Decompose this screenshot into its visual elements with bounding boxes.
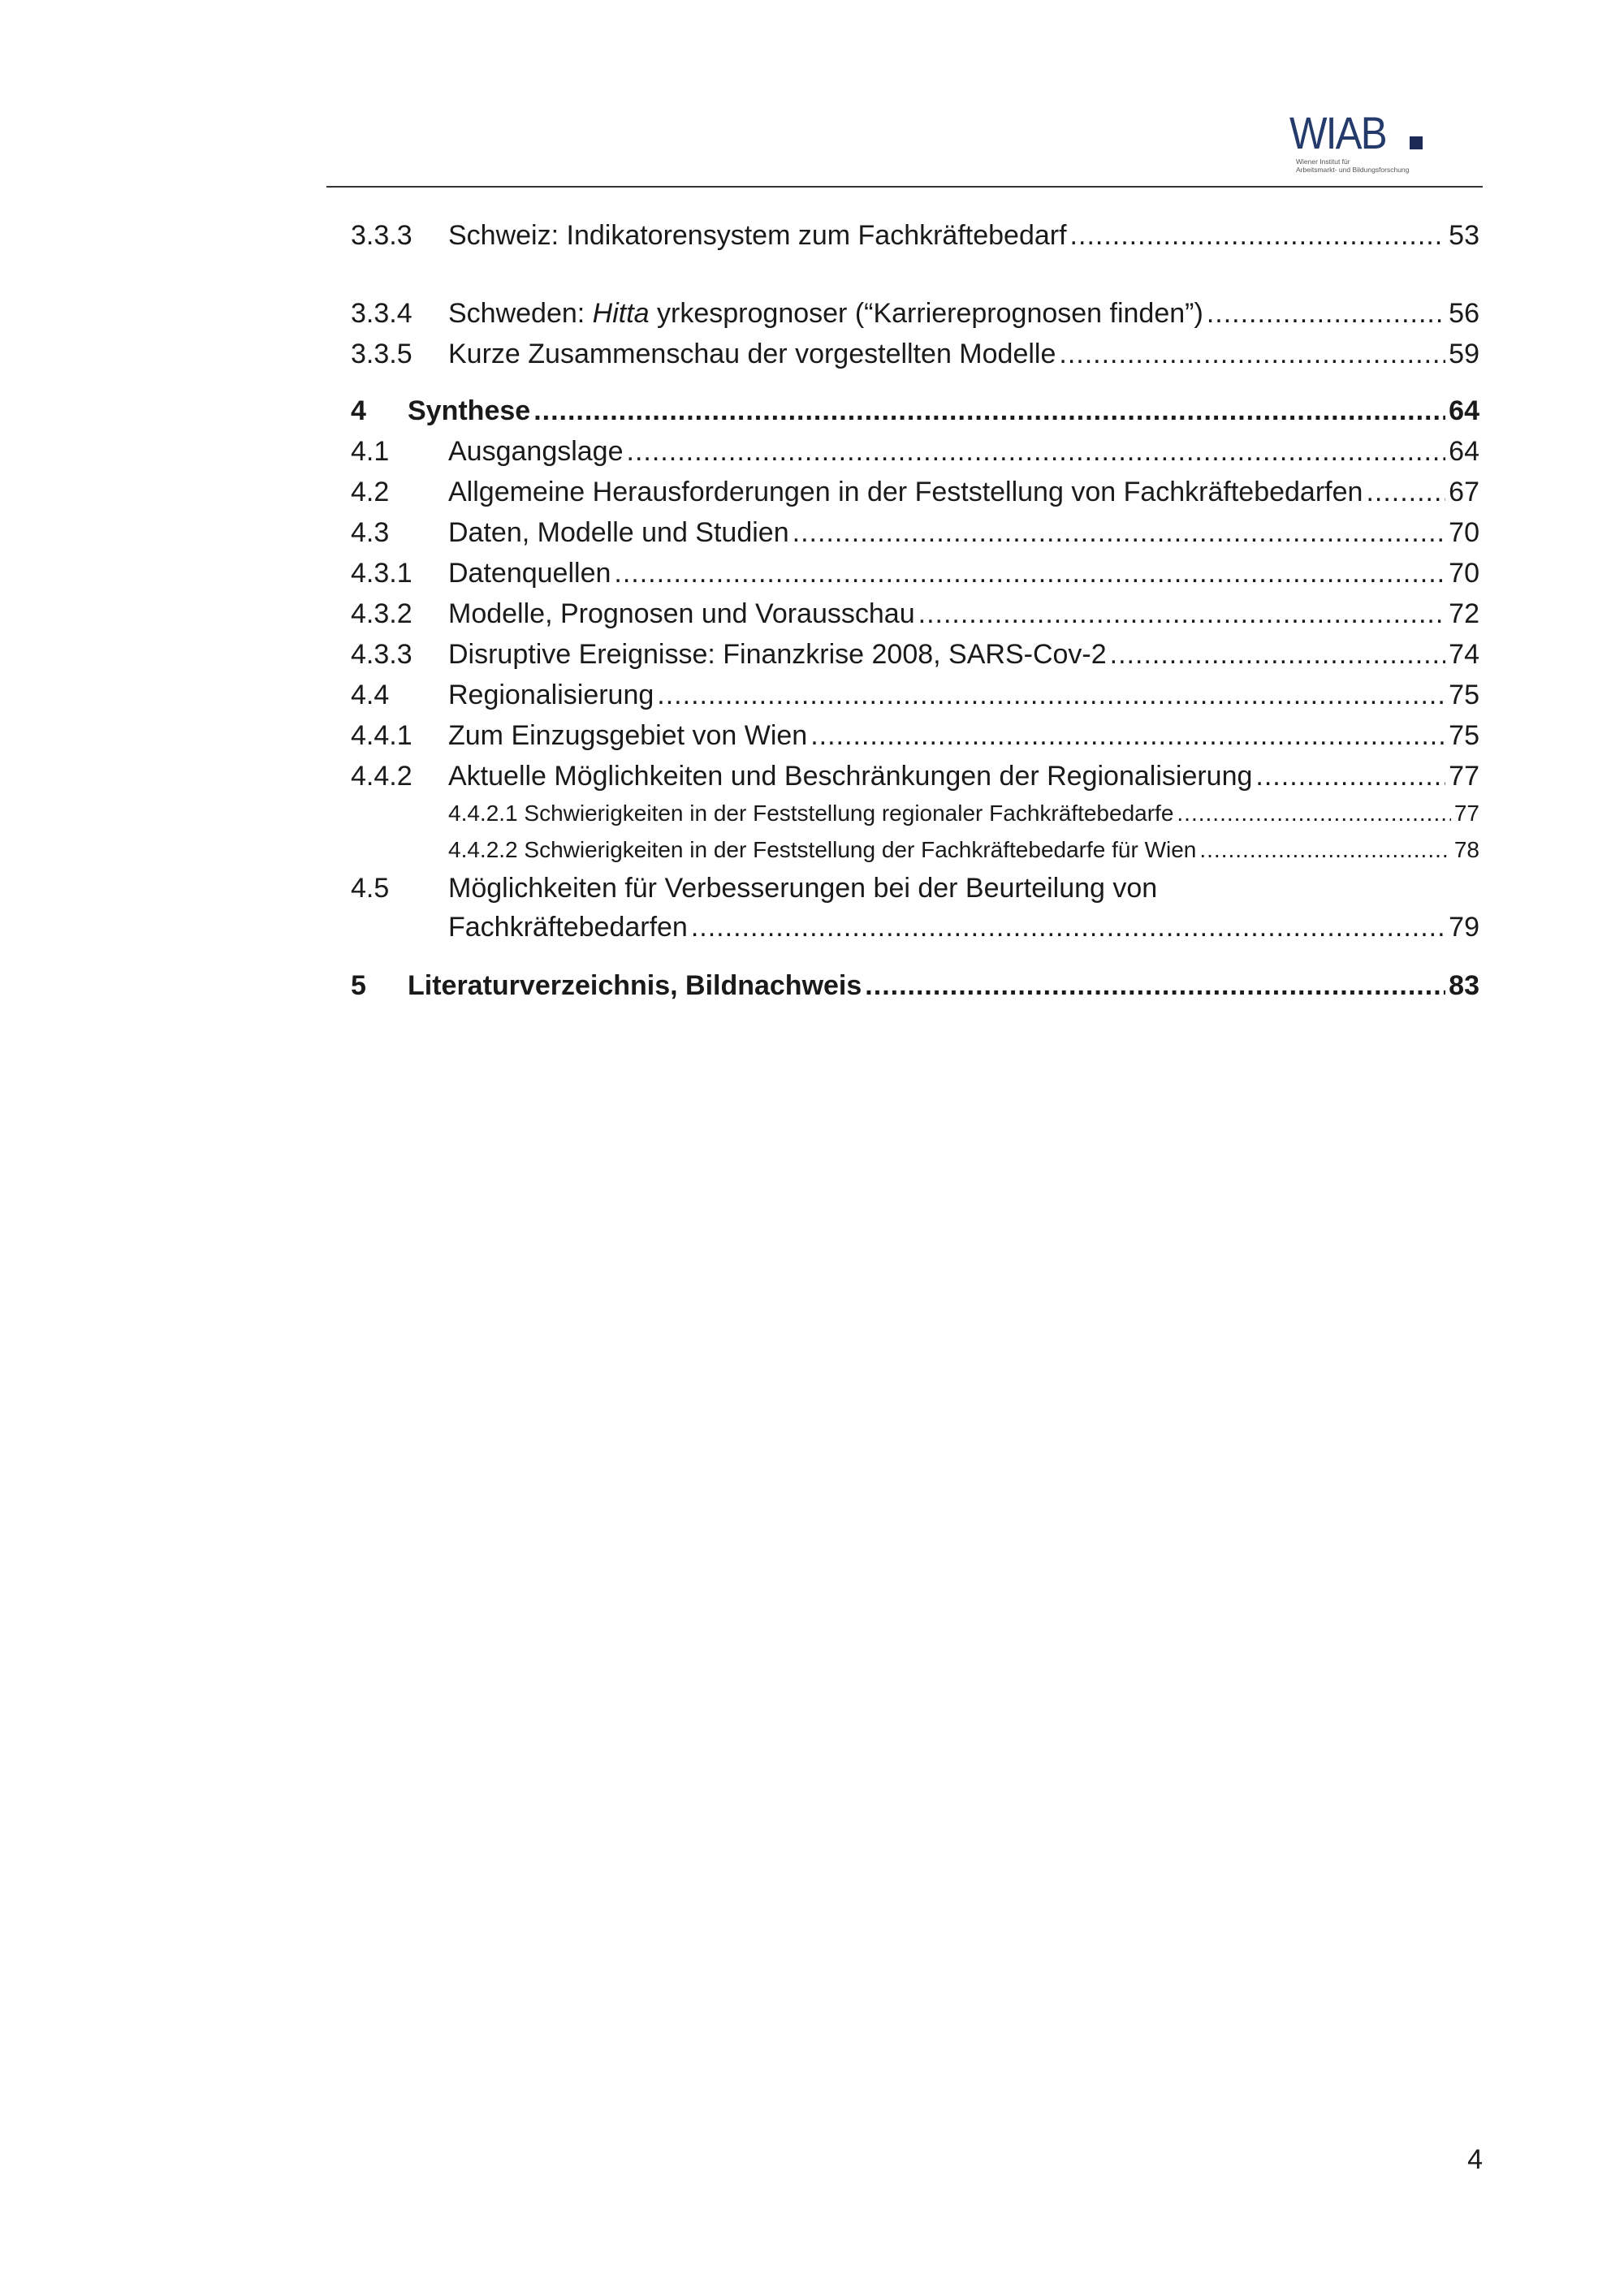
logo-subtitle: Wiener Institut für Arbeitsmarkt- und Bildungsforschung bbox=[1296, 158, 1410, 174]
toc-leader bbox=[918, 594, 1446, 633]
toc-page: 64 bbox=[1449, 395, 1479, 426]
toc-page: 83 bbox=[1449, 970, 1479, 1001]
toc-number: 3.3.3 bbox=[351, 220, 412, 251]
toc-title: 4.4.2.1 Schwierigkeiten in der Feststellung regionaler Fachkräftebedarfe bbox=[448, 801, 1174, 826]
toc-page: 56 bbox=[1449, 298, 1479, 329]
toc-title: 4.4.2.2 Schwierigkeiten in der Feststellung der Fachkräftebedarfe für Wien bbox=[448, 837, 1197, 862]
toc-leader bbox=[865, 966, 1445, 1005]
toc-leader bbox=[1070, 216, 1446, 255]
toc-entry-5[interactable] bbox=[351, 966, 1479, 1005]
toc-leader bbox=[1177, 794, 1450, 833]
toc-entry-4-2[interactable] bbox=[351, 473, 1479, 511]
toc-leader bbox=[627, 432, 1446, 471]
toc-page: 77 bbox=[1449, 761, 1479, 792]
toc-page: 70 bbox=[1449, 517, 1479, 548]
toc-entry-4-3-2[interactable] bbox=[351, 594, 1479, 633]
toc-number: 4 bbox=[351, 395, 366, 426]
toc-leader bbox=[1255, 757, 1445, 796]
toc-leader bbox=[614, 554, 1445, 593]
toc-entry-4-4-1[interactable] bbox=[351, 716, 1479, 755]
toc-leader bbox=[810, 716, 1445, 755]
toc-title: Disruptive Ereignisse: Finanzkrise 2008, SARS-Cov-2 bbox=[448, 639, 1107, 670]
toc-leader bbox=[1199, 831, 1450, 870]
toc-title: Allgemeine Herausforderungen in der Feststellung von Fachkräftebedarfen bbox=[448, 477, 1363, 507]
toc-entry-3-3-5[interactable] bbox=[351, 334, 1479, 373]
toc-leader bbox=[793, 513, 1446, 552]
toc-number: 4.4.2 bbox=[351, 761, 412, 792]
toc-title: Literaturverzeichnis, Bildnachweis bbox=[408, 970, 862, 1001]
toc-entry-4-4-2-2[interactable] bbox=[351, 831, 1479, 870]
toc-number: 3.3.4 bbox=[351, 298, 412, 329]
toc-page: 70 bbox=[1449, 558, 1479, 589]
toc-page: 67 bbox=[1449, 477, 1479, 507]
toc-page: 78 bbox=[1453, 837, 1479, 862]
page-number: 4 bbox=[1467, 2144, 1483, 2175]
toc-entry-4-4[interactable] bbox=[351, 675, 1479, 714]
toc-entry-4[interactable] bbox=[351, 391, 1479, 430]
toc-leader bbox=[1110, 635, 1446, 674]
toc-number: 4.1 bbox=[351, 436, 390, 467]
toc-number: 4.3.2 bbox=[351, 598, 412, 629]
toc-page: 79 bbox=[1449, 912, 1479, 943]
toc-title: Zum Einzugsgebiet von Wien bbox=[448, 720, 808, 751]
toc-entry-4-3-1[interactable] bbox=[351, 554, 1479, 593]
toc-entry-3-3-3[interactable] bbox=[351, 216, 1479, 255]
toc-page: 77 bbox=[1453, 801, 1479, 826]
toc-title: Synthese bbox=[408, 395, 531, 426]
toc-number: 4.3.1 bbox=[351, 558, 412, 589]
toc-number: 4.4 bbox=[351, 680, 390, 710]
toc-page: 74 bbox=[1449, 639, 1479, 670]
toc-title: Datenquellen bbox=[448, 558, 611, 589]
toc-title: Modelle, Prognosen und Vorausschau bbox=[448, 598, 915, 629]
toc-number: 4.3.3 bbox=[351, 639, 412, 670]
toc-leader bbox=[691, 908, 1445, 947]
toc-page: 75 bbox=[1449, 680, 1479, 710]
toc-entry-4-5[interactable] bbox=[351, 869, 1479, 947]
toc-title: Regionalisierung bbox=[448, 680, 654, 710]
toc-leader bbox=[1059, 334, 1445, 373]
toc-page: 72 bbox=[1449, 598, 1479, 629]
toc-title-line1: Möglichkeiten für Verbesserungen bei der Beurteilung von bbox=[448, 873, 1158, 904]
toc-leader bbox=[657, 675, 1445, 714]
toc-number: 5 bbox=[351, 970, 366, 1001]
logo-wordmark: WIAB bbox=[1289, 107, 1386, 158]
toc-entry-4-3-3[interactable] bbox=[351, 635, 1479, 674]
toc-page: 53 bbox=[1449, 220, 1479, 251]
toc-number: 4.4.1 bbox=[351, 720, 412, 751]
toc-title: Schweiz: Indikatorensystem zum Fachkräftebedarf bbox=[448, 220, 1067, 251]
toc-entry-4-1[interactable] bbox=[351, 432, 1479, 471]
toc-entry-4-4-2[interactable] bbox=[351, 757, 1479, 796]
toc-entry-3-3-4[interactable] bbox=[351, 294, 1479, 333]
toc-entry-4-3[interactable] bbox=[351, 513, 1479, 552]
toc-number: 4.2 bbox=[351, 477, 390, 507]
toc-number: 3.3.5 bbox=[351, 339, 412, 369]
toc-number: 4.5 bbox=[351, 873, 390, 904]
toc-page: 64 bbox=[1449, 436, 1479, 467]
toc-title: Aktuelle Möglichkeiten und Beschränkungen der Regionalisierung bbox=[448, 761, 1253, 792]
toc-leader bbox=[1207, 294, 1445, 333]
toc-number: 4.3 bbox=[351, 517, 390, 548]
toc-leader bbox=[533, 391, 1445, 430]
toc-title: Daten, Modelle und Studien bbox=[448, 517, 789, 548]
toc-title: Ausgangslage bbox=[448, 436, 624, 467]
toc-entry-4-4-2-1[interactable] bbox=[351, 794, 1479, 833]
toc-title: Schweden: Hitta yrkesprognoser (“Karriereprognosen finden”) bbox=[448, 298, 1203, 329]
toc-title: Kurze Zusammenschau der vorgestellten Modelle bbox=[448, 339, 1056, 369]
toc-page: 75 bbox=[1449, 720, 1479, 751]
toc-title-line2: Fachkräftebedarfen bbox=[448, 912, 688, 943]
toc-page: 59 bbox=[1449, 339, 1479, 369]
toc-leader bbox=[1366, 473, 1445, 511]
